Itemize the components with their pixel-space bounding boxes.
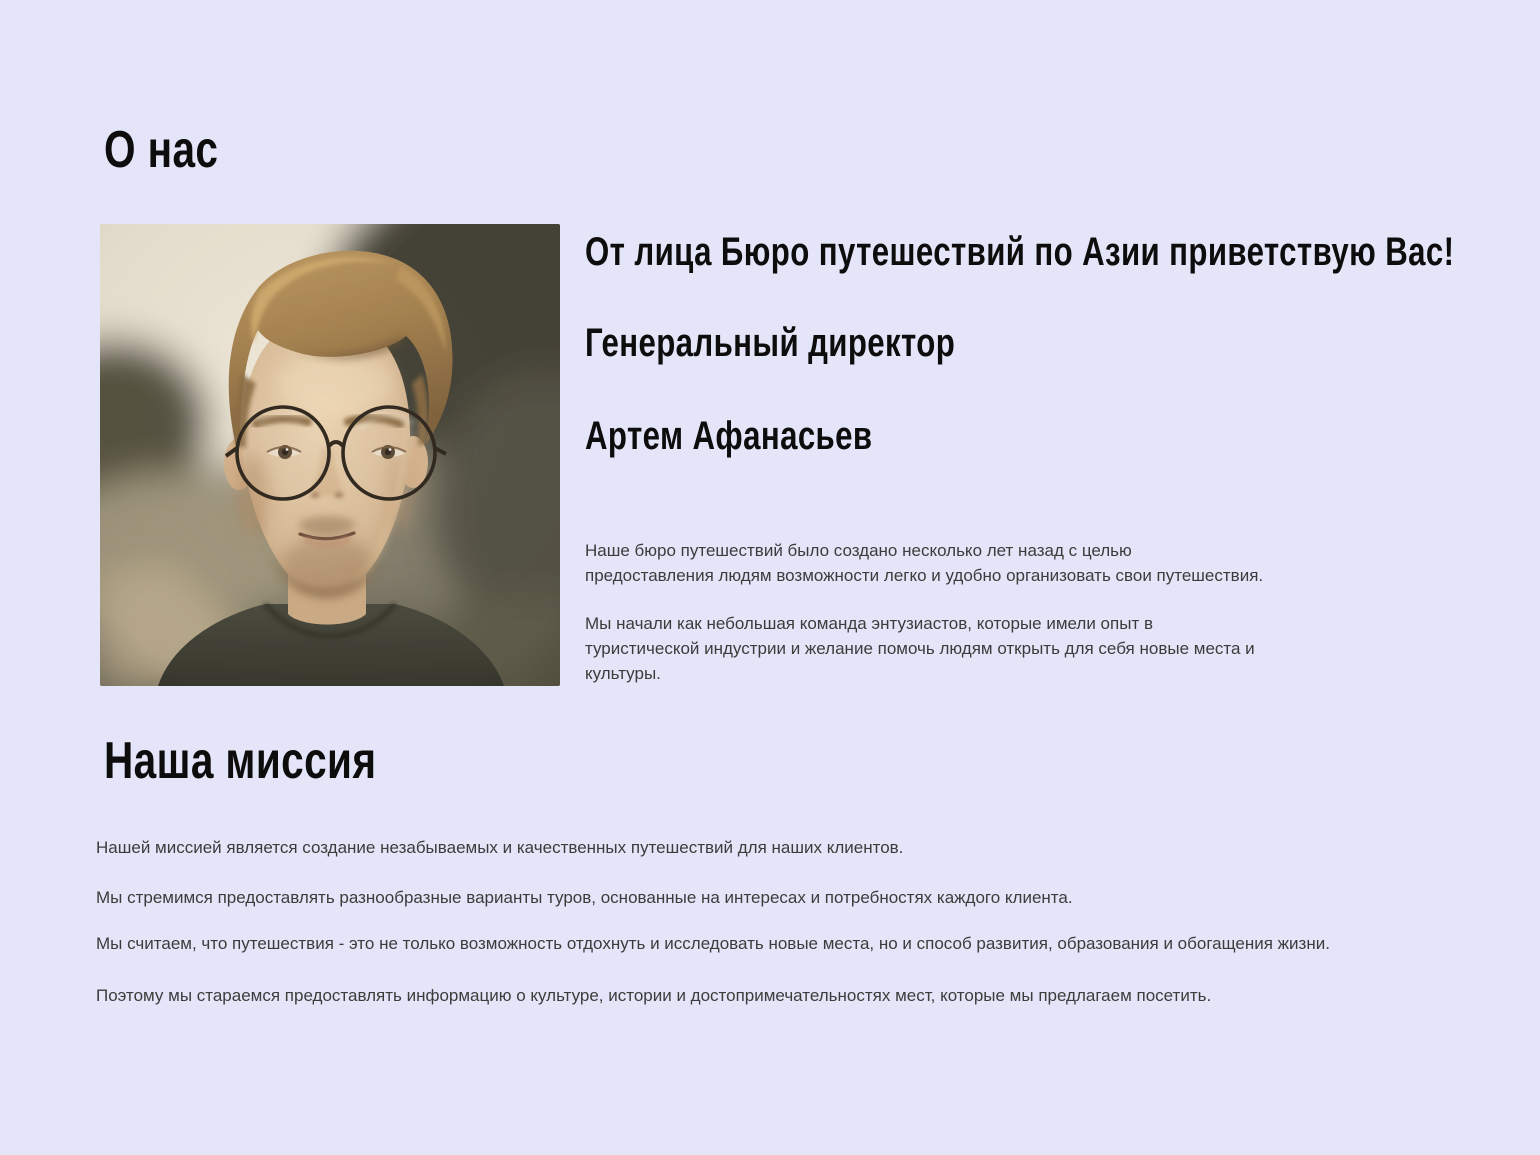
ceo-portrait-illustration [100,224,560,686]
about-section-title [104,121,251,179]
greeting-heading-text: От лица Бюро путешествий по Азии приветствую Вас! [585,230,1455,274]
ceo-name-heading-text: Артем Афанасьев [585,414,873,458]
mission-paragraph-4: Поэтому мы стараемся предоставлять информацию о культуре, истории и достопримечательностях мест, которые мы предлагаем посетить. [96,986,1212,1005]
about-section-title-text: О нас [104,121,219,179]
greeting-heading [585,232,1540,272]
ceo-role-heading [585,323,1060,363]
about-paragraph-1: Наше бюро путешествий было создано несколько лет назад с целью предоставления людям возможности легко и удобно организовать свои путешествия. [585,541,1264,585]
mission-paragraph-3: Мы считаем, что путешествия - это не только возможность отдохнуть и исследовать новые места, но и способ развития, образования и обогащения жизни. [96,934,1330,953]
ceo-portrait-photo [100,224,560,686]
mission-paragraph-1: Нашей миссией является создание незабываемых и качественных путешествий для наших клиентов. [96,838,904,857]
about-paragraph-2: Мы начали как небольшая команда энтузиастов, которые имели опыт в туристической индустрии и желание помочь людям открыть для себя новые места и культуры. [585,614,1255,683]
mission-section-title [104,732,453,790]
mission-section-title-text: Наша миссия [104,732,377,790]
ceo-role-heading-text: Генеральный директор [585,321,956,365]
mission-paragraph-2: Мы стремимся предоставлять разнообразные варианты туров, основанные на интересах и потребностях каждого клиента. [96,888,1073,907]
ceo-name-heading [585,416,954,456]
